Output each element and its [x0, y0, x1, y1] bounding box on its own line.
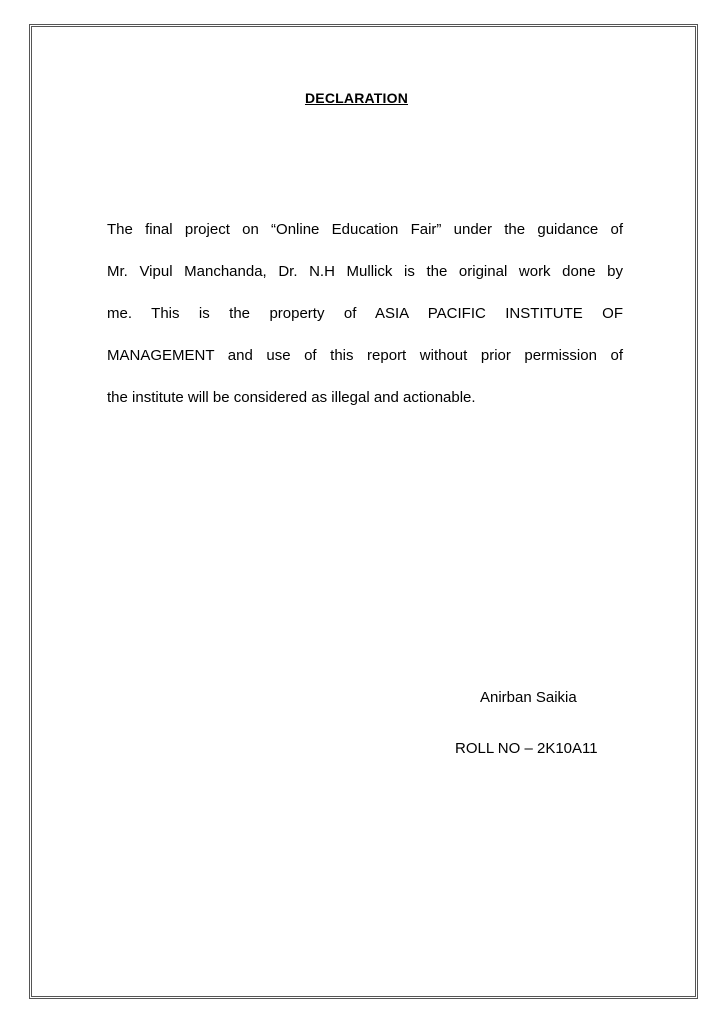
- page-border: [29, 24, 698, 999]
- declaration-paragraph: [107, 220, 623, 430]
- paragraph-line: MANAGEMENT and use of this report without prior permission of: [107, 347, 623, 364]
- roll-number: ROLL NO – 2K10A11: [455, 740, 598, 757]
- paragraph-line: Mr. Vipul Manchanda, Dr. N.H Mullick is the original work done by: [107, 263, 623, 280]
- paragraph-line: the institute will be considered as illegal and actionable.: [107, 389, 476, 406]
- paragraph-line: The final project on “Online Education Fair” under the guidance of: [107, 221, 623, 238]
- signatory-name: Anirban Saikia: [480, 689, 577, 706]
- signature-block: [455, 688, 655, 759]
- paragraph-line: me. This is the property of ASIA PACIFIC INSTITUTE OF: [107, 305, 623, 322]
- page-title: DECLARATION: [304, 90, 409, 106]
